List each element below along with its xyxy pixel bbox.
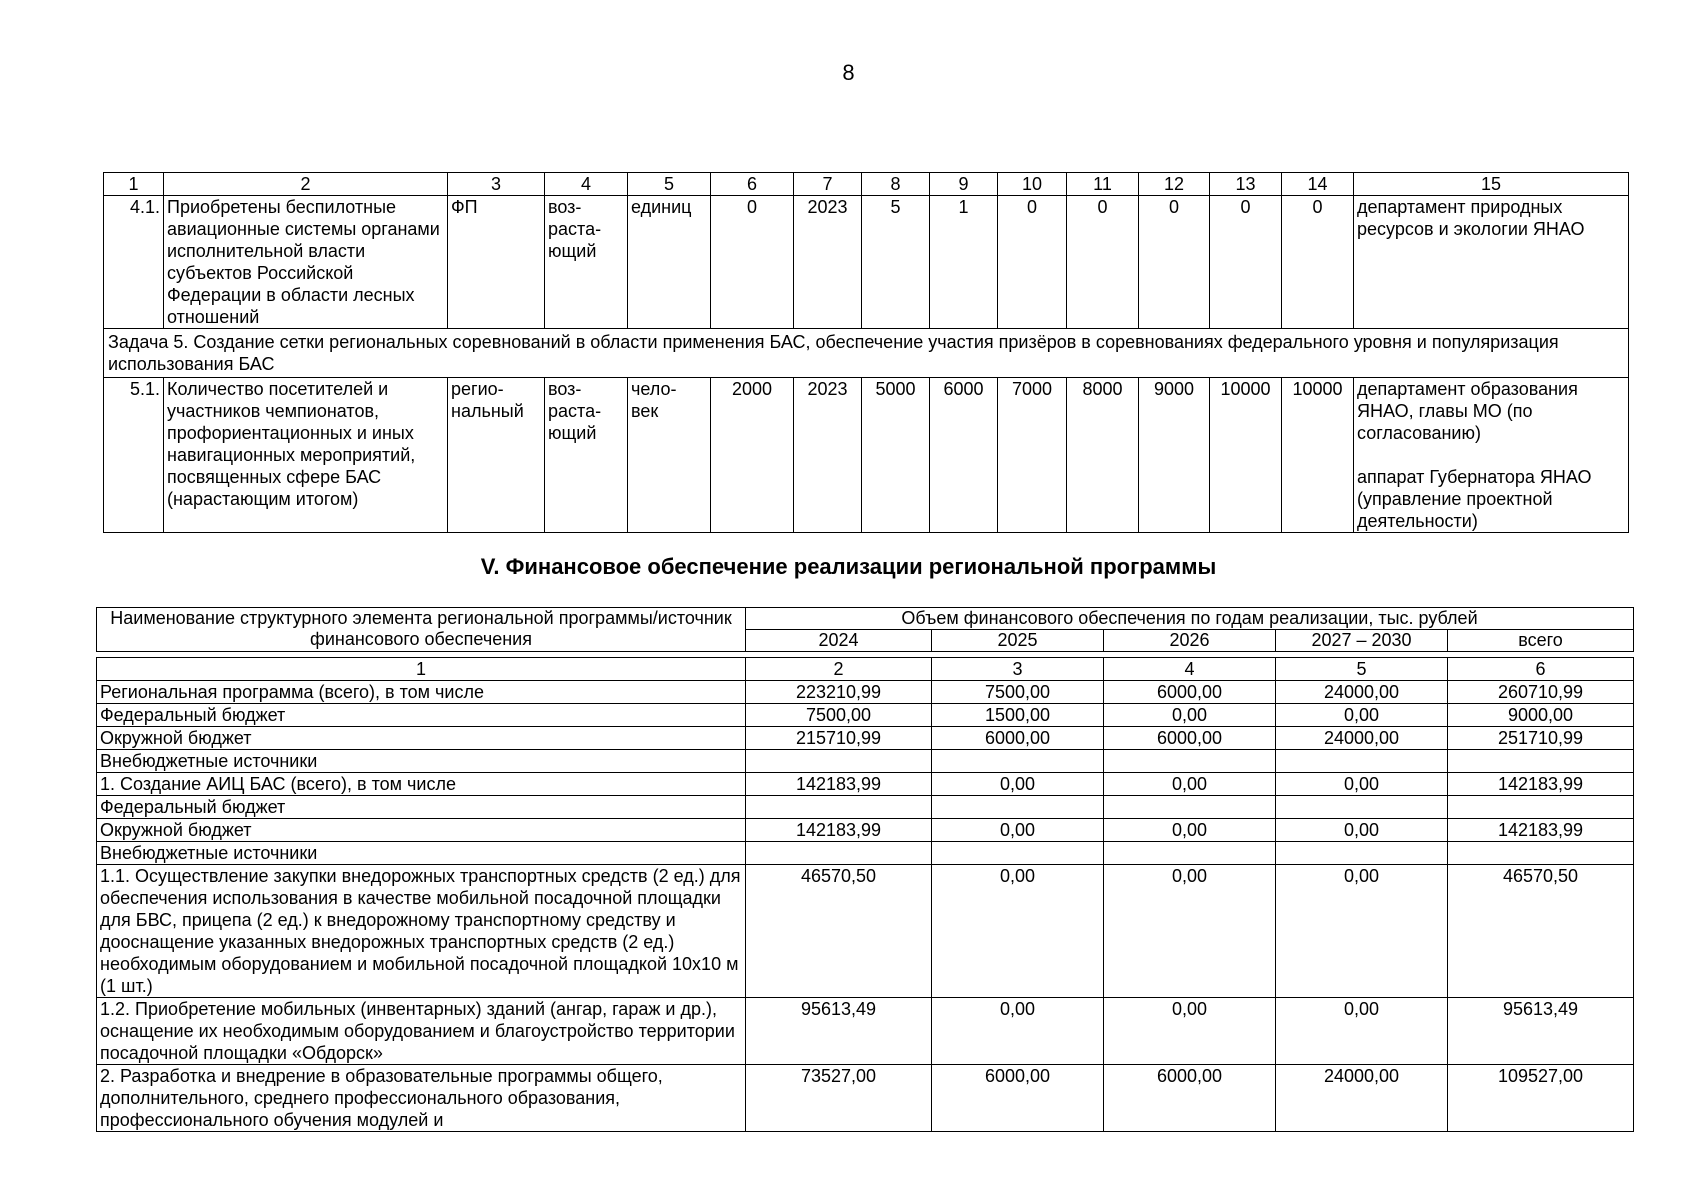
finance-value: 1500,00 [932,704,1104,727]
finance-value: 6000,00 [932,727,1104,750]
header-cell: 12 [1139,173,1210,196]
header-cell: 5 [628,173,711,196]
finance-row [97,704,1634,727]
indicator-value: 9000 [1139,378,1210,533]
indicator-value: 0 [1282,196,1354,329]
indicator-value: 2023 [794,196,862,329]
indicator-value: 0 [998,196,1067,329]
year-header: 2025 [932,630,1104,652]
indicator-value: 5 [862,196,930,329]
header-cell: 11 [1067,173,1139,196]
finance-value: 6000,00 [1104,681,1276,704]
indicator-unit: единиц [628,196,711,329]
finance-value: 7500,00 [932,681,1104,704]
indicator-name: Количество посетителей и участников чемпионатов, профориентационных и иных навигационных мероприятий, посвященных сфере БАС (нарастающим итогом) [164,378,448,533]
finance-value: 142183,99 [1448,773,1634,796]
finance-value [1104,750,1276,773]
header-cell: 10 [998,173,1067,196]
indicator-value: 0 [1139,196,1210,329]
indicator-type: воз- раста- ющий [545,196,628,329]
finance-value: 260710,99 [1448,681,1634,704]
finance-row-name: Региональная программа (всего), в том числе [97,681,746,704]
header-cell: 9 [930,173,998,196]
header-cell: 13 [1210,173,1282,196]
finance-value [746,842,932,865]
total-header: всего [1448,630,1634,652]
finance-value: 24000,00 [1276,1065,1448,1132]
finance-volume-header: Объем финансового обеспечения по годам реализации, тыс. рублей [746,608,1634,630]
responsible-secondary: аппарат Губернатора ЯНАО (управление проектной деятельности) [1357,467,1592,531]
finance-value: 95613,49 [746,998,932,1065]
finance-row-name: 1. Создание АИЦ БАС (всего), в том числе [97,773,746,796]
header-cell: 6 [711,173,794,196]
indicator-level: регио- нальный [448,378,545,533]
header-cell: 14 [1282,173,1354,196]
finance-value: 215710,99 [746,727,932,750]
indicator-header-row [104,173,1629,196]
finance-value [1276,750,1448,773]
header-cell: 2 [164,173,448,196]
indicator-table [103,172,1629,533]
indicator-value: 10000 [1282,378,1354,533]
finance-value: 46570,50 [1448,865,1634,998]
finance-value: 0,00 [1276,865,1448,998]
finance-value: 95613,49 [1448,998,1634,1065]
finance-value: 6000,00 [1104,1065,1276,1132]
finance-name-header: Наименование структурного элемента региональной программы/источник финансового обеспечения [97,608,746,652]
finance-value: 0,00 [932,865,1104,998]
indicator-unit: чело- век [628,378,711,533]
column-number: 1 [97,658,746,681]
finance-value: 0,00 [1104,865,1276,998]
finance-value: 109527,00 [1448,1065,1634,1132]
finance-row-name: Федеральный бюджет [97,796,746,819]
finance-row [97,998,1634,1065]
indicator-responsible: департамент природных ресурсов и экологии ЯНАО [1354,196,1629,329]
finance-value: 0,00 [1276,704,1448,727]
finance-table-header [96,607,1634,652]
indicator-value: 6000 [930,378,998,533]
finance-row [97,1065,1634,1132]
finance-value: 0,00 [1104,819,1276,842]
finance-value: 24000,00 [1276,681,1448,704]
finance-row-name: Внебюджетные источники [97,842,746,865]
year-header: 2026 [1104,630,1276,652]
finance-value [1276,842,1448,865]
indicator-row-4-1 [104,196,1629,329]
finance-value [1448,842,1634,865]
column-number: 4 [1104,658,1276,681]
column-number: 6 [1448,658,1634,681]
responsible-primary: департамент образования ЯНАО, главы МО (по согласованию) [1357,379,1578,443]
finance-value [932,842,1104,865]
finance-value: 73527,00 [746,1065,932,1132]
finance-value: 0,00 [1276,998,1448,1065]
page-number: 8 [842,60,855,85]
finance-value: 0,00 [932,773,1104,796]
finance-row-name: Окружной бюджет [97,819,746,842]
finance-value [1448,750,1634,773]
header-cell: 3 [448,173,545,196]
task-row [104,329,1629,378]
finance-value: 251710,99 [1448,727,1634,750]
indicator-level: ФП [448,196,545,329]
column-number: 5 [1276,658,1448,681]
finance-row [97,750,1634,773]
finance-value: 24000,00 [1276,727,1448,750]
task-5-text: Задача 5. Создание сетки региональных соревнований в области применения БАС, обеспечение участия призёров в соревнованиях федерального уровня и популяризация использования БАС [104,329,1629,378]
finance-row [97,727,1634,750]
indicator-row-5-1 [104,378,1629,533]
indicator-value: 10000 [1210,378,1282,533]
finance-value: 142183,99 [746,819,932,842]
finance-value: 142183,99 [1448,819,1634,842]
finance-value [746,796,932,819]
finance-value: 223210,99 [746,681,932,704]
column-number: 3 [932,658,1104,681]
finance-row [97,796,1634,819]
finance-value: 46570,50 [746,865,932,998]
finance-value [1448,796,1634,819]
finance-value: 7500,00 [746,704,932,727]
finance-value: 0,00 [1104,998,1276,1065]
indicator-value: 2000 [711,378,794,533]
finance-row [97,681,1634,704]
header-cell: 1 [104,173,164,196]
indicator-type: воз- раста- ющий [545,378,628,533]
finance-value: 0,00 [932,819,1104,842]
section-title: V. Финансовое обеспечение реализации региональной программы [480,554,1217,579]
finance-row-name: 2. Разработка и внедрение в образовательные программы общего, дополнительного, среднего профессионального образования, профессионального обучения модулей и [97,1065,746,1132]
indicator-value: 5000 [862,378,930,533]
indicator-name: Приобретены беспилотные авиационные системы органами исполнительной власти субъектов Российской Федерации в области лесных отношений [164,196,448,329]
finance-value [932,796,1104,819]
finance-row [97,819,1634,842]
finance-row [97,865,1634,998]
finance-row [97,842,1634,865]
indicator-value: 0 [1210,196,1282,329]
indicator-value: 2023 [794,378,862,533]
finance-value: 0,00 [1276,819,1448,842]
finance-row-name: Окружной бюджет [97,727,746,750]
indicator-responsible [1354,378,1629,533]
finance-row-name: 1.1. Осуществление закупки внедорожных транспортных средств (2 ед.) для обеспечения использования в качестве мобильной посадочной площадки для БВС, прицепа (2 ед.) к внедорожному транспортному средству и дооснащение указанных внедорожных транспортных средств (2 ед.) необходимым оборудованием и мобильной посадочной площадкой 10х10 м (1 шт.) [97,865,746,998]
finance-row [97,773,1634,796]
indicator-value: 8000 [1067,378,1139,533]
finance-value: 6000,00 [1104,727,1276,750]
finance-row-name: Внебюджетные источники [97,750,746,773]
header-cell: 7 [794,173,862,196]
header-cell: 8 [862,173,930,196]
finance-value: 0,00 [1276,773,1448,796]
indicator-value: 1 [930,196,998,329]
finance-value: 6000,00 [932,1065,1104,1132]
finance-value [1104,842,1276,865]
row-number: 5.1. [104,378,164,533]
finance-value: 0,00 [1104,704,1276,727]
finance-value [1104,796,1276,819]
year-header: 2024 [746,630,932,652]
finance-row-name: Федеральный бюджет [97,704,746,727]
indicator-value: 0 [1067,196,1139,329]
column-number: 2 [746,658,932,681]
indicator-value: 7000 [998,378,1067,533]
finance-value [1276,796,1448,819]
finance-value: 0,00 [1104,773,1276,796]
finance-value [932,750,1104,773]
header-cell: 15 [1354,173,1629,196]
row-number: 4.1. [104,196,164,329]
finance-value: 142183,99 [746,773,932,796]
finance-row-name: 1.2. Приобретение мобильных (инвентарных) зданий (ангар, гараж и др.), оснащение их необходимым оборудованием и благоустройство территории посадочной площадки «Обдорск» [97,998,746,1065]
finance-value: 0,00 [932,998,1104,1065]
header-cell: 4 [545,173,628,196]
year-header: 2027 – 2030 [1276,630,1448,652]
indicator-value: 0 [711,196,794,329]
finance-value: 9000,00 [1448,704,1634,727]
column-number-row [97,658,1634,681]
finance-value [746,750,932,773]
finance-table [96,657,1634,1132]
